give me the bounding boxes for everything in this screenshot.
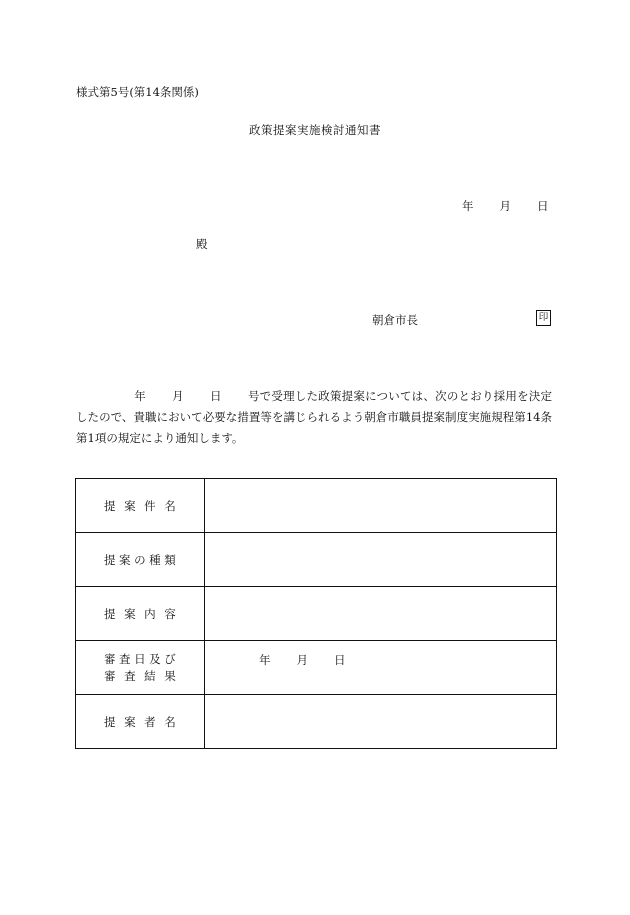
- notice-body-text: [76, 386, 552, 449]
- proposer-name-value: [205, 695, 557, 749]
- body-date-month: 月: [171, 389, 184, 403]
- proposal-type-label-cell: [76, 533, 205, 587]
- proposal-content-label-cell: [76, 587, 205, 641]
- proposal-title-value: [205, 479, 557, 533]
- seal-mark: 印: [536, 310, 551, 326]
- review-value-cell: [205, 641, 557, 695]
- body-main-text: 号で受理した政策提案については、次のとおり採用を決定したので、貴職において必要な措置等を講じられるよう朝倉市職員提案制度実施規程第14条第1項の規定により通知します。: [76, 389, 552, 445]
- table-row: [76, 533, 557, 587]
- proposal-title-label-cell: [76, 479, 205, 533]
- table-row: [76, 695, 557, 749]
- issue-date-day: 日: [537, 199, 549, 213]
- document-title: 政策提案実施検討通知書: [249, 123, 381, 137]
- form-number-label: 様式第5号(第14条関係): [76, 85, 199, 99]
- issue-date: [462, 198, 549, 214]
- proposal-type-value: [205, 533, 557, 587]
- review-result-label: 審査結果: [104, 668, 176, 683]
- issue-date-month: 月: [499, 199, 511, 213]
- proposal-title-label: 提案件名: [104, 498, 176, 513]
- table-row: [76, 479, 557, 533]
- proposal-type-label: 提案の種類: [104, 552, 176, 567]
- review-date-month: 月: [296, 653, 308, 667]
- issuer-name: 朝倉市長: [372, 313, 418, 327]
- review-date-year: 年: [259, 653, 271, 667]
- table-row: [76, 641, 557, 695]
- proposal-content-value: [205, 587, 557, 641]
- table-row: [76, 587, 557, 641]
- proposal-content-label: 提案内容: [104, 606, 176, 621]
- body-date-day: 日: [209, 389, 222, 403]
- proposer-name-label-cell: [76, 695, 205, 749]
- proposal-info-table: [75, 478, 557, 749]
- review-date: [205, 652, 556, 668]
- issue-date-year: 年: [462, 199, 474, 213]
- body-date-year: 年: [134, 389, 146, 403]
- review-date-day: 日: [334, 653, 346, 667]
- proposer-name-label: 提案者名: [104, 714, 176, 729]
- addressee-honorific: 殿: [196, 237, 208, 251]
- review-label-cell: [76, 641, 205, 695]
- review-date-label: 審査日及び: [104, 651, 176, 666]
